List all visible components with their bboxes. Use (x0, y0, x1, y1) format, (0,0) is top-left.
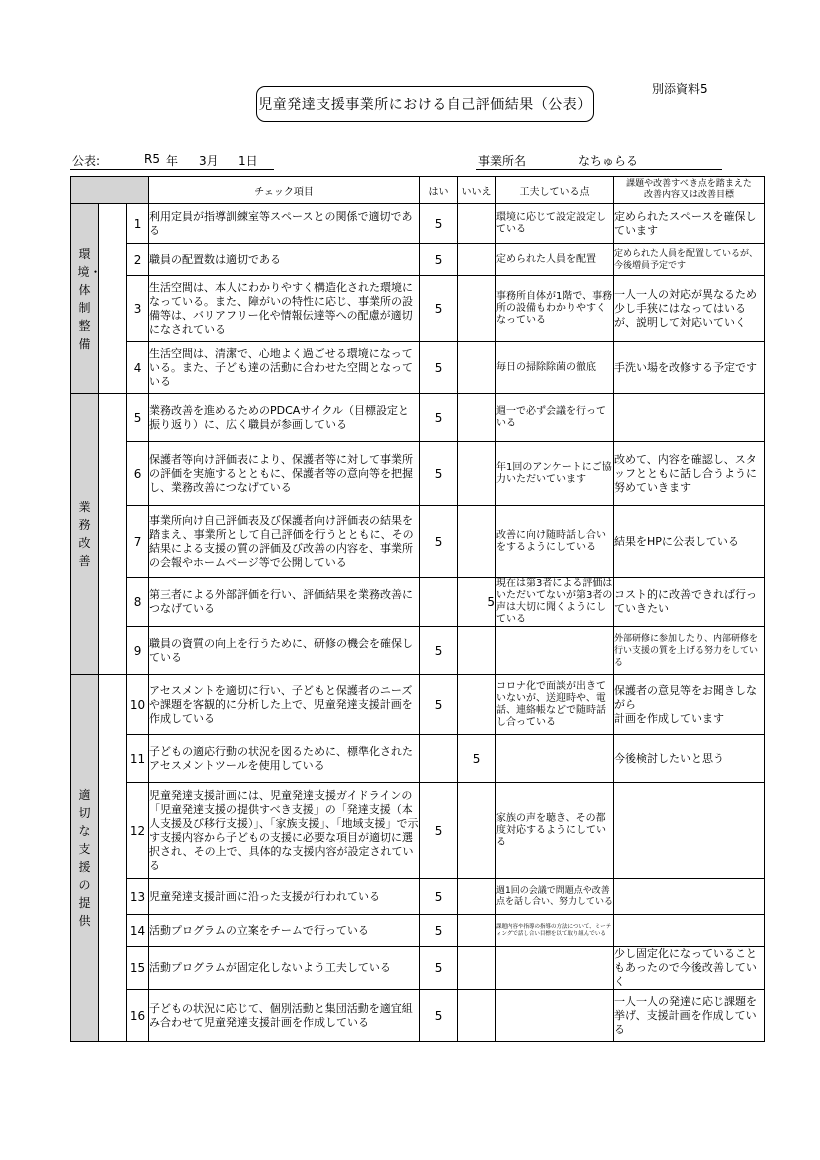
effort-note: コロナ化で面談が出きていないが、送迎時や、電話、連絡帳などで随時話し合っている (496, 675, 614, 735)
effort-note: 改善に向け随時話し合いをするようにしている (496, 506, 614, 578)
improvement-note: コスト的に改善できれば行っていきたい (614, 578, 765, 627)
row-number: 5 (127, 394, 149, 442)
row-number: 2 (127, 244, 149, 276)
yes-count: 5 (420, 990, 458, 1042)
effort-note (496, 947, 614, 990)
row-number: 15 (127, 947, 149, 990)
improvement-note (614, 879, 765, 915)
effort-note: 現在は第3者による評価はいただいてないが第3者の声は大切に聞くようにしている (496, 578, 613, 625)
check-item: 事業所向け自己評価表及び保護者向け評価表の結果を踏まえ、事業所として自己評価を行うとともに、その結果による支援の質の評価及び改善の内容を、事業所の会報やホームページ等で公開している (149, 506, 420, 578)
row-number: 7 (127, 506, 149, 578)
check-item: アセスメントを適切に行い、子どもと保護者のニーズや課題を客観的に分析した上で、児童発達支援計画を作成している (149, 675, 420, 735)
improvement-note: 保護者の意見等をお聞きしながら 計画を作成しています (614, 675, 765, 735)
effort-note (496, 627, 614, 675)
no-count (458, 990, 496, 1042)
publish-year-label: 年 (166, 154, 179, 168)
table-row (71, 342, 765, 394)
category-operations: 業務改善 (71, 394, 99, 675)
check-item: 業務改善を進めるためのPDCAサイクル（目標設定と振り返り）に、広く職員が参画している (149, 394, 420, 442)
no-count (458, 947, 496, 990)
yes-count: 5 (420, 276, 458, 342)
improvement-note: 外部研修に参加したり、内部研修を行い支援の質を上げる努力をしている (614, 627, 765, 675)
row-number: 9 (127, 627, 149, 675)
no-count (458, 244, 496, 276)
table-header-row (71, 177, 765, 204)
check-item: 職員の配置数は適切である (149, 244, 420, 276)
table-row (71, 244, 765, 276)
improvement-note: 今後検討したいと思う (614, 735, 765, 783)
row-number: 14 (127, 915, 149, 947)
header-blank-cell (71, 177, 149, 204)
improvement-note: 結果をHPに公表している (614, 506, 765, 578)
no-count (458, 506, 496, 578)
improvement-note: 一人一人の対応が異なるため少し手狭にはなってはいるが、説明して対応いていく (614, 276, 765, 342)
table-row (71, 990, 765, 1042)
table-row (71, 506, 765, 578)
table-row (71, 394, 765, 442)
effort-note: 年1回のアンケートにご協力いただいています (496, 442, 614, 506)
yes-count: 5 (420, 627, 458, 675)
check-item: 第三者による外部評価を行い、評価結果を業務改善につなげている (149, 578, 420, 627)
row-number: 4 (127, 342, 149, 394)
improvement-note: 改めて、内容を確認し、スタッフとともに話し合うように努めていきます (614, 442, 765, 506)
check-item: 児童発達支援計画には、児童発達支援ガイドラインの「児童発達支援の提供すべき支援」の「発達支援（本人支援及び移行支援）」、「家族支援」、「地域支援」で示す支援内容から子どもの支援に必要な項目が適切に選択され、その上で、具体的な支援内容が設定されている (149, 783, 420, 879)
improvement-note (614, 783, 765, 879)
row-number: 16 (127, 990, 149, 1042)
category-environment: 環境・体制整備 (71, 204, 99, 394)
office-underline (476, 169, 722, 170)
table-row (71, 204, 765, 244)
category-spacer (99, 394, 127, 675)
yes-count: 5 (420, 394, 458, 442)
table-row (71, 442, 765, 506)
improvement-note (614, 394, 765, 442)
check-item: 保護者等向け評価表により、保護者等に対して事業所の評価を実施するとともに、保護者等の意向等を把握し、業務改善につなげている (149, 442, 420, 506)
yes-count: 5 (420, 915, 458, 947)
improvement-note (614, 915, 765, 947)
header-efforts: 工夫している点 (496, 177, 614, 204)
table-row (71, 276, 765, 342)
yes-count: 5 (420, 879, 458, 915)
check-item: 生活空間は、清潔で、心地よく過ごせる環境になっている。また、子ども達の活動に合わせた空間となっている (149, 342, 420, 394)
effort-note (496, 990, 614, 1042)
yes-count: 5 (420, 947, 458, 990)
effort-note: 週一で必ず会議を行っている (496, 394, 614, 442)
check-item: 利用定員が指導訓練室等スペースとの関係で適切である (149, 204, 420, 244)
header-no: いいえ (458, 177, 496, 204)
row-number: 8 (127, 578, 149, 627)
row-number: 12 (127, 783, 149, 879)
improvement-note: 定められたスペースを確保しています (614, 204, 765, 244)
table-row (71, 947, 765, 990)
effort-note: 定められた人員を配置 (496, 244, 614, 276)
no-count (458, 442, 496, 506)
category-support: 適切な支援の提供 (71, 675, 99, 1042)
publish-label: 公表: (72, 154, 101, 168)
yes-count: 5 (420, 506, 458, 578)
check-item: 職員の資質の向上を行うために、研修の機会を確保している (149, 627, 420, 675)
yes-count: 5 (420, 204, 458, 244)
no-count (458, 783, 496, 879)
category-spacer (99, 675, 127, 1042)
table-row (71, 735, 765, 783)
publish-era-year: R5 (144, 152, 160, 166)
header-improvements: 課題や改善すべき点を踏まえた 改善内容又は改善目標 (614, 177, 765, 204)
row-number: 6 (127, 442, 149, 506)
check-item: 子どもの適応行動の状況を図るために、標準化されたアセスメントツールを使用している (149, 735, 420, 783)
no-count: 5 (458, 735, 496, 783)
publish-day: 1日 (238, 154, 258, 168)
publish-month: 3月 (199, 154, 219, 168)
no-count (458, 675, 496, 735)
effort-note: 週1回の会議で問題点や改善点を話し合い、努力している (496, 879, 614, 915)
no-count (458, 879, 496, 915)
table-row (71, 915, 765, 947)
row-number: 3 (127, 276, 149, 342)
check-item: 生活空間は、本人にわかりやすく構造化された環境になっている。また、障がいの特性に応じ、事業所の設備等は、バリアフリー化や情報伝達等への配慮が適切になされている (149, 276, 420, 342)
check-item: 活動プログラムの立案をチームで行っている (149, 915, 420, 947)
table-row (71, 783, 765, 879)
row-number: 10 (127, 675, 149, 735)
yes-count: 5 (420, 783, 458, 879)
yes-count (420, 735, 458, 783)
improvement-note: 一人一人の発達に応じ課題を挙げ、支援計画を作成している (614, 990, 765, 1042)
document-title: 児童発達支援事業所における自己評価結果（公表） (256, 86, 594, 122)
table-row (71, 627, 765, 675)
row-number: 11 (127, 735, 149, 783)
effort-note: 事務所自体が1階で、事務所の設備もわかりやすくなっている (496, 276, 614, 342)
yes-count (420, 578, 458, 627)
no-count (458, 394, 496, 442)
no-count (458, 627, 496, 675)
effort-note: 課題内容や指導の指導の方法について、ミーティングで話し合い目標を以て取り組んでいる (496, 915, 614, 947)
table-row (71, 675, 765, 735)
no-count (458, 204, 496, 244)
office-name: なちゅらる (578, 154, 639, 168)
check-item: 児童発達支援計画に沿った支援が行われている (149, 879, 420, 915)
evaluation-table (70, 176, 765, 1042)
yes-count: 5 (420, 675, 458, 735)
improvement-note: 手洗い場を改修する予定です (614, 342, 765, 394)
effort-note (496, 735, 614, 783)
yes-count: 5 (420, 442, 458, 506)
office-label: 事業所名 (478, 154, 527, 168)
improvement-note: 少し固定化になっていることもあったので今後改善していく (614, 947, 765, 990)
header-yes: はい (420, 177, 458, 204)
row-number: 1 (127, 204, 149, 244)
improvement-note: 定められた人員を配置しているが、今後増員予定です (614, 244, 765, 276)
attachment-label: 別添資料5 (652, 82, 708, 96)
no-count (458, 915, 496, 947)
no-count (458, 342, 496, 394)
no-count: 5 (458, 578, 496, 627)
effort-note: 家族の声を聴き、その都度対応するようにしている (496, 783, 614, 879)
effort-note: 環境に応じて設定設定している (496, 204, 614, 244)
table-row (71, 578, 765, 627)
yes-count: 5 (420, 244, 458, 276)
check-item: 活動プログラムが固定化しないよう工夫している (149, 947, 420, 990)
yes-count: 5 (420, 342, 458, 394)
row-number: 13 (127, 879, 149, 915)
category-spacer (99, 204, 127, 394)
header-check-item: チェック項目 (149, 177, 420, 204)
check-item: 子どもの状況に応じて、個別活動と集団活動を適宜組み合わせて児童発達支援計画を作成している (149, 990, 420, 1042)
publish-underline (70, 169, 274, 170)
effort-note: 毎日の掃除除菌の徹底 (496, 342, 614, 394)
no-count (458, 276, 496, 342)
table-row (71, 879, 765, 915)
